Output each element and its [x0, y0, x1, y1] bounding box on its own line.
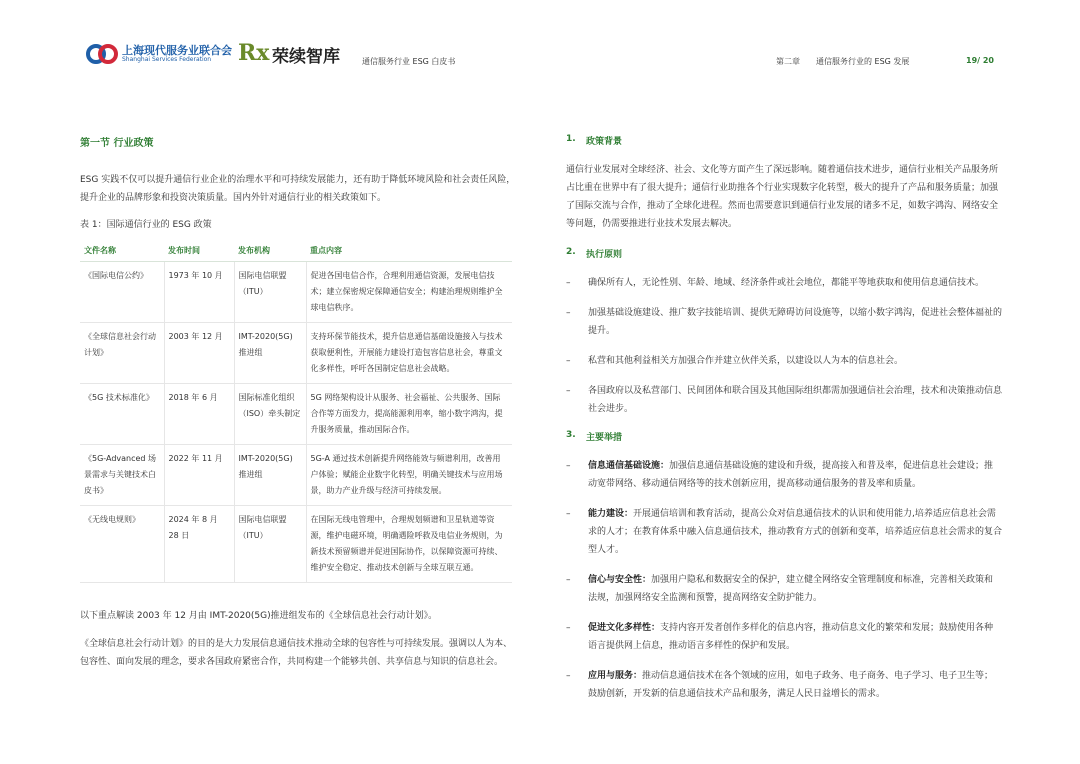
think-tank-name: 荣续智库	[272, 47, 340, 67]
cell-content: 促进各国电信合作，合理利用通信资源，发展电信技术；建立保密规定保障通信安全；构建治理规则维护全球电信秩序。	[306, 262, 512, 323]
principle-text: 确保所有人，无论性别、年龄、地域、经济条件或社会地位，都能平等地获取和使用信息通信技术。	[588, 278, 985, 288]
heading-label: 政策背景	[586, 137, 623, 147]
cell-date: 2024 年 8 月 28 日	[164, 506, 234, 583]
measure-term: 能力建设：	[588, 509, 634, 519]
measure-text: 推动信息通信技术在各个领域的应用，如电子政务、电子商务、电子学习、电子卫生等；鼓励创新，开发新的信息通信技术产品和服务，满足人民日益增长的需求。	[588, 671, 994, 699]
measure-text: 开展通信培训和教育活动，提高公众对信息通信技术的认识和使用能力,培养适应信息社会需求的人才；在教育体系中融入信息通信技术，推动教育方式的创新和变革，培养适应信息社会需求的复合型人才。	[588, 509, 1003, 555]
cell-content: 在国际无线电管理中，合理规划频谱和卫星轨道等资源，维护电磁环境，明确遇险呼救及电信业务规则，为新技术预留频谱并促进国际协作，以保障资源可持续、维护安全稳定、推动技术创新与全球互联互通。	[306, 506, 512, 583]
chapter-title: 通信服务行业的 ESG 发展	[816, 57, 910, 66]
cell-date: 1973 年 10 月	[164, 262, 234, 323]
list-item	[566, 304, 1002, 340]
think-tank-mark: Rx	[238, 40, 270, 66]
cell-name: 《全球信息社会行动计划》	[80, 323, 164, 384]
intro-paragraph: ESG 实践不仅可以提升通信行业企业的治理水平和可持续发展能力，还有助于降低环境风险和社会责任风险，提升企业的品牌形象和投资决策质量。国内外针对通信行业的相关政策如下。	[80, 175, 516, 203]
col-header-content: 重点内容	[306, 240, 512, 262]
list-item	[566, 352, 1002, 370]
heading-number: 1.	[566, 134, 576, 144]
cell-name: 《无线电规则》	[80, 506, 164, 583]
list-item	[566, 571, 1002, 607]
dash-icon: –	[566, 386, 571, 396]
heading-measures	[566, 430, 1002, 443]
policy-table	[80, 240, 512, 583]
dash-icon: –	[566, 308, 571, 318]
background-paragraph: 通信行业发展对全球经济、社会、文化等方面产生了深远影响。随着通信技术进步，通信行业相关产品服务所占比重在世界中有了很大提升；通信行业助推各个行业实现数字化转型，极大的提升了产品和服务质量；加强了国际交流与合作，推动了全球化进程。然而也需要意识到通信行业发展的诸多不足，如数字鸿沟、网络安全等问题，仍需要推进行业技术发展去解决。	[566, 165, 999, 229]
dash-icon: –	[566, 278, 571, 288]
cell-org: IMT-2020(5G) 推进组	[234, 323, 306, 384]
federation-logo-icon	[86, 40, 118, 68]
principles-list	[566, 274, 1002, 418]
heading-principles	[566, 247, 1002, 260]
measure-term: 信息通信基础设施：	[588, 461, 670, 471]
cell-content: 5G-A 通过技术创新提升网络能效与频谱利用，改善用户体验；赋能企业数字化转型，明确关键技术与应用场景，助力产业升级与经济可持续发展。	[306, 445, 512, 506]
col-header-org: 发布机构	[234, 240, 306, 262]
cell-content: 5G 网络架构设计从服务、社会福祉、公共服务、国际合作等方面发力，提高能源利用率，缩小数字鸿沟，提升服务质量，推动国际合作。	[306, 384, 512, 445]
after-table-paragraph: 以下重点解读 2003 年 12 月由 IMT-2020(5G)推进组发布的《全球信息社会行动计划》。	[80, 611, 438, 621]
heading-label: 主要举措	[586, 433, 623, 443]
measure-term: 促进文化多样性：	[588, 623, 661, 633]
left-column	[80, 134, 520, 679]
section-title: 第一节 行业政策	[80, 138, 154, 149]
measure-text: 支持内容开发者创作多样化的信息内容，推动信息文化的繁荣和发展；鼓励使用各种语言提供网上信息，推动语言多样性的保护和发展。	[588, 623, 994, 651]
heading-policy-background	[566, 134, 1002, 147]
cell-content: 支持环保节能技术，提升信息通信基础设施接入与技术获取便利性，开展能力建设打造包容信息社会，尊重文化多样性，呼吁各国制定信息社会战略。	[306, 323, 512, 384]
measure-text: 加强用户隐私和数据安全的保护，建立健全网络安全管理制度和标准，完善相关政策和法规，加强网络安全监测和预警，提高网络安全防护能力。	[588, 575, 994, 603]
col-header-date: 发布时间	[164, 240, 234, 262]
list-item	[566, 667, 1002, 703]
measures-list	[566, 457, 1002, 703]
cell-date: 2018 年 6 月	[164, 384, 234, 445]
heading-label: 执行原则	[586, 250, 623, 260]
dash-icon: –	[566, 623, 571, 633]
federation-logo	[86, 40, 232, 68]
list-item	[566, 505, 1002, 559]
federation-name: 上海现代服务业联合会	[122, 44, 232, 57]
page-number: 19/ 20	[966, 56, 994, 65]
right-column	[566, 134, 1002, 715]
table-caption: 表 1：国际通信行业的 ESG 政策	[80, 220, 212, 230]
cell-org: 国际电信联盟（ITU）	[234, 506, 306, 583]
dash-icon: –	[566, 356, 571, 366]
list-item	[566, 274, 1002, 292]
principle-text: 各国政府以及私营部门、民间团体和联合国及其他国际组织都需加强通信社会治理，技术和决策推动信息社会进步。	[588, 386, 1003, 414]
federation-name-en: Shanghai Services Federation	[122, 56, 212, 63]
table-row	[80, 506, 512, 583]
principle-text: 私营和其他利益相关方加强合作并建立伙伴关系，以建设以人为本的信息社会。	[588, 356, 904, 366]
table-header-row	[80, 240, 512, 262]
page-header	[0, 0, 1080, 80]
table-row	[80, 445, 512, 506]
dash-icon: –	[566, 575, 571, 585]
dash-icon: –	[566, 509, 571, 519]
dash-icon: –	[566, 461, 571, 471]
cell-date: 2003 年 12 月	[164, 323, 234, 384]
table-row	[80, 384, 512, 445]
cell-date: 2022 年 11 月	[164, 445, 234, 506]
list-item	[566, 382, 1002, 418]
cell-name: 《5G-Advanced 场景需求与关键技术白皮书》	[80, 445, 164, 506]
measure-term: 应用与服务：	[588, 671, 643, 681]
dash-icon: –	[566, 671, 571, 681]
measure-term: 信心与安全性：	[588, 575, 652, 585]
principle-text: 加强基础设施建设、推广数字技能培训、提供无障碍访问设施等，以缩小数字鸿沟，促进社会整体福祉的提升。	[588, 308, 1003, 336]
list-item	[566, 619, 1002, 655]
chapter-label: 第二章	[776, 57, 800, 66]
cell-name: 《国际电信公约》	[80, 262, 164, 323]
cell-org: IMT-2020(5G) 推进组	[234, 445, 306, 506]
list-item	[566, 457, 1002, 493]
cell-org: 国际标准化组织（ISO）牵头制定	[234, 384, 306, 445]
document-title: 通信服务行业 ESG 白皮书	[362, 57, 456, 66]
heading-number: 2.	[566, 247, 576, 257]
closing-paragraph: 《全球信息社会行动计划》的目的是大力发展信息通信技术推动全球的包容性与可持续发展。强调以人为本、包容性、面向发展的理念，要求各国政府紧密合作，共同构建一个能够共创、共享信息与知识的信息社会。	[80, 639, 513, 667]
think-tank-logo	[238, 38, 348, 66]
heading-number: 3.	[566, 430, 576, 440]
cell-org: 国际电信联盟（ITU）	[234, 262, 306, 323]
measure-text: 加强信息通信基础设施的建设和升级，提高接入和普及率，促进信息社会建设；推动宽带网络、移动通信网络等的技术创新应用，提高移动通信服务的普及率和质量。	[588, 461, 994, 489]
table-row	[80, 262, 512, 323]
table-row	[80, 323, 512, 384]
col-header-name: 文件名称	[80, 240, 164, 262]
cell-name: 《5G 技术标准化》	[80, 384, 164, 445]
